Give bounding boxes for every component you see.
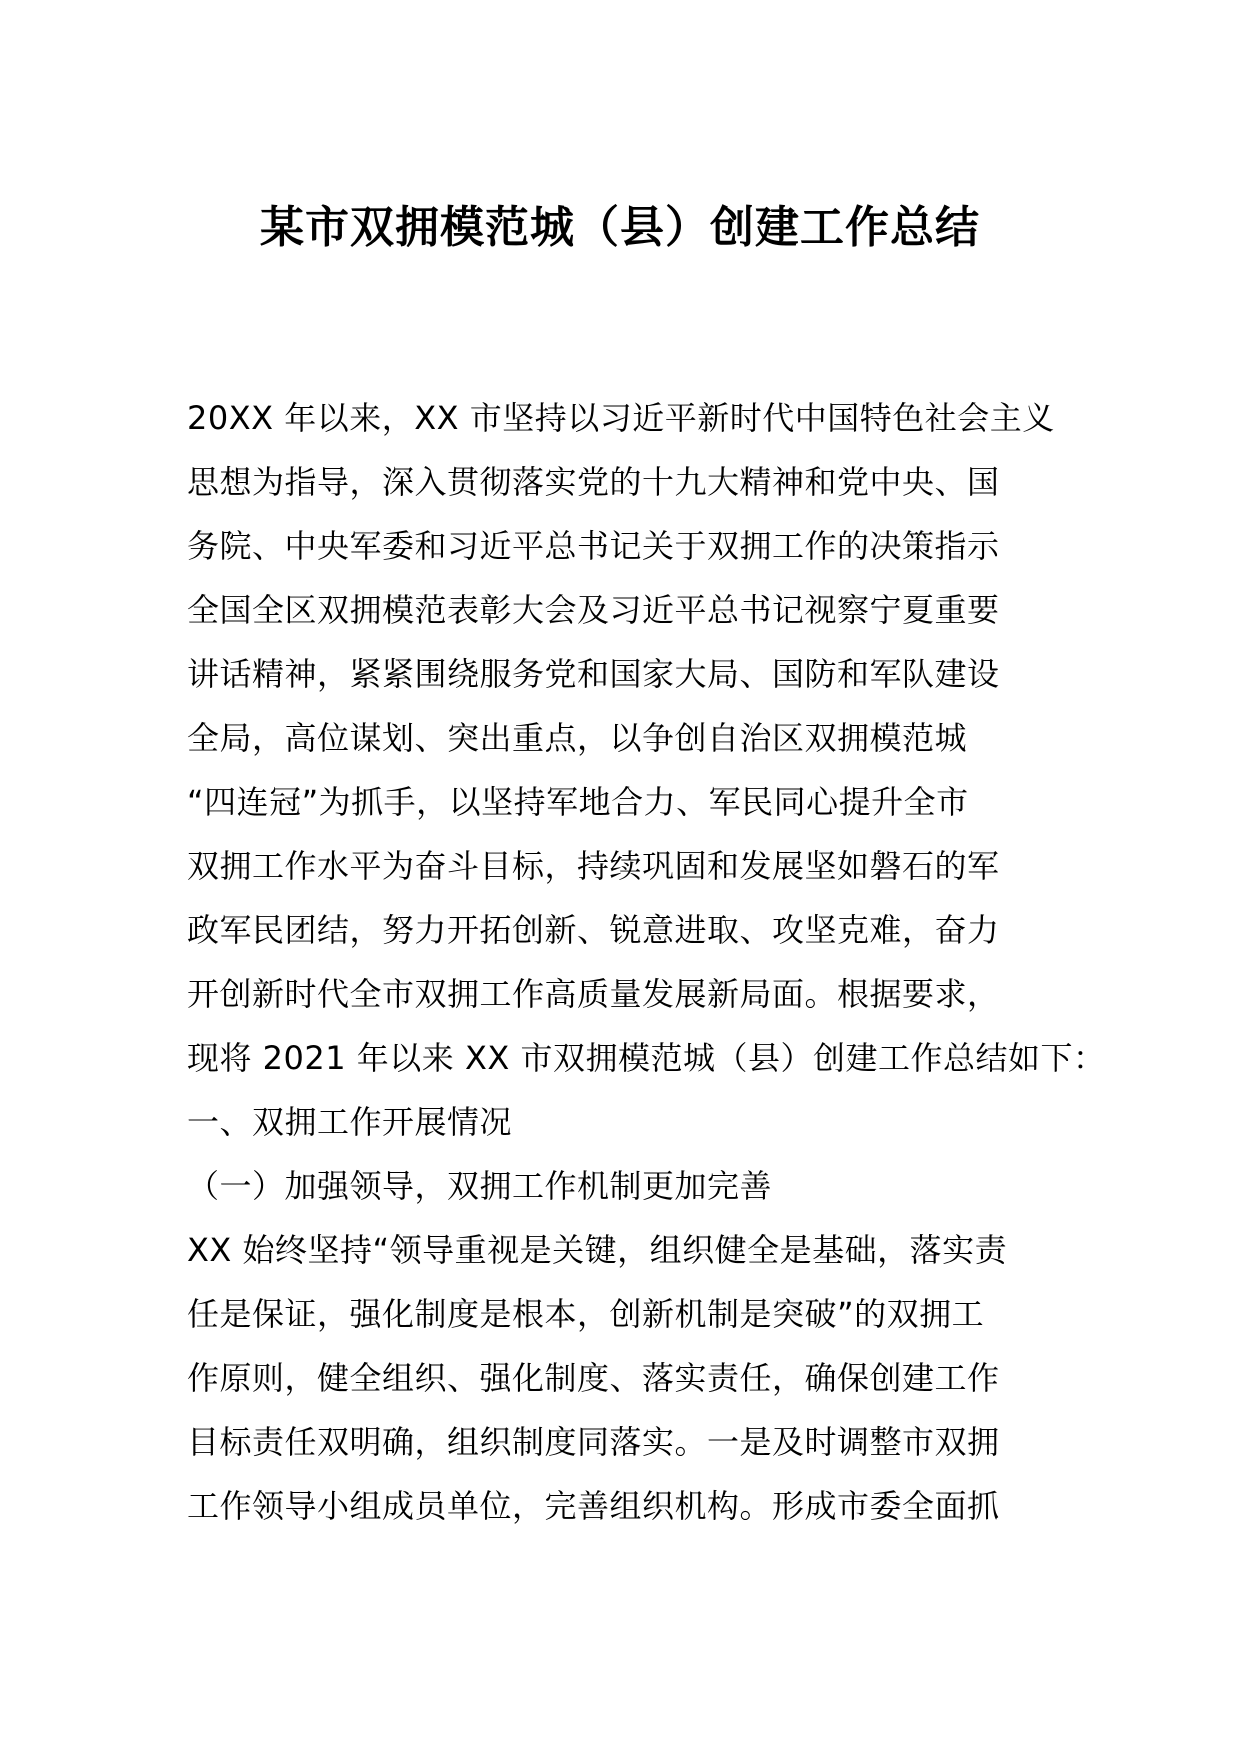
body-line: XX 始终坚持“领导重视是关键，组织健全是基础，落实责: [187, 1231, 1008, 1269]
body-line: 工作领导小组成员单位，完善组织机构。形成市委全面抓: [187, 1487, 1000, 1525]
body-line: 任是保证，强化制度是根本，创新机制是突破”的双拥工: [187, 1295, 985, 1333]
document-body: [187, 386, 1106, 1538]
body-line: 开创新时代全市双拥工作高质量发展新局面。根据要求，: [187, 975, 1000, 1013]
body-line: 作原则，健全组织、强化制度、落实责任，确保创建工作: [187, 1359, 1000, 1397]
body-line: 目标责任双明确，组织制度同落实。一是及时调整市双拥: [187, 1423, 1000, 1461]
body-line: 双拥工作水平为奋斗目标，持续巩固和发展坚如磐石的军: [187, 847, 1000, 885]
document-title: 某市双拥模范城（县）创建工作总结: [260, 202, 980, 253]
body-line: 思想为指导，深入贯彻落实党的十九大精神和党中央、国: [187, 463, 1000, 501]
body-line: 全局，高位谋划、突出重点，以争创自治区双拥模范城: [187, 719, 968, 757]
body-line: 务院、中央军委和习近平总书记关于双拥工作的决策指示: [187, 527, 1000, 565]
section-heading: 一、双拥工作开展情况: [187, 1103, 513, 1141]
body-line: 现将 2021 年以来 XX 市双拥模范城（县）创建工作总结如下：: [187, 1039, 1106, 1077]
subsection-heading: （一）加强领导，双拥工作机制更加完善: [187, 1167, 773, 1205]
body-line: 全国全区双拥模范表彰大会及习近平总书记视察宁夏重要: [187, 591, 1000, 629]
body-line: 政军民团结，努力开拓创新、锐意进取、攻坚克难，奋力: [187, 911, 1000, 949]
body-line: 讲话精神，紧紧围绕服务党和国家大局、国防和军队建设: [187, 655, 1000, 693]
body-line: 20XX 年以来，XX 市坚持以习近平新时代中国特色社会主义: [187, 399, 1055, 437]
body-line: “四连冠”为抓手，以坚持军地合力、军民同心提升全市: [187, 783, 969, 821]
